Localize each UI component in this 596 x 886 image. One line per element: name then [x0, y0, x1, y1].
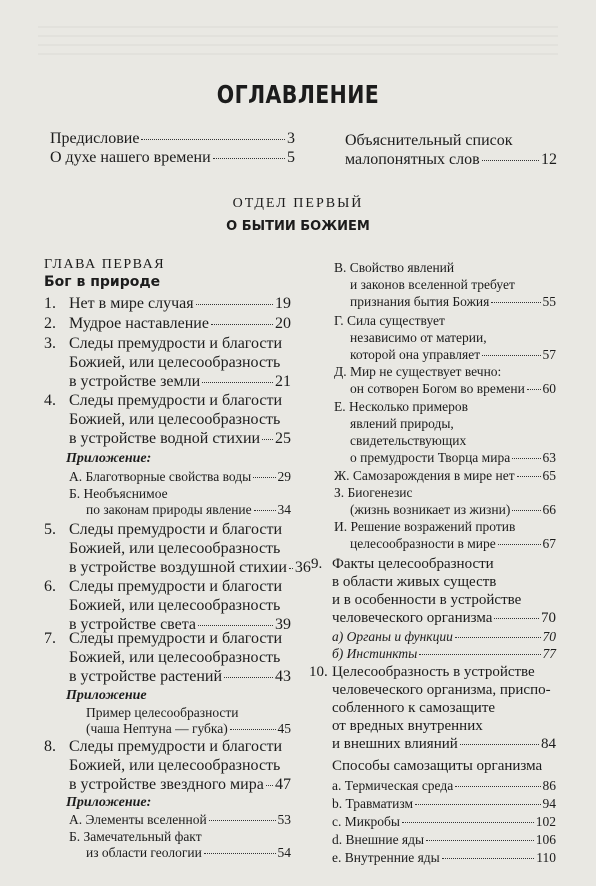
toc-entry-glossary[interactable]: малопонятных слов 12 [345, 151, 557, 168]
toc-line: явлений природы, [350, 416, 454, 431]
chapter-head: ГЛАВА ПЕРВАЯ [44, 257, 166, 272]
chapter-title: Бог в природе [44, 274, 161, 290]
toc-entry-defense-e[interactable]: e. Внутренние яды 110 [332, 850, 556, 865]
toc-line: 10. Целесообразность в устройстве [309, 664, 535, 680]
toc-entry-defense-b[interactable]: b. Травматизм 94 [332, 796, 556, 811]
bleed-through [38, 26, 558, 60]
section-head: ОТДЕЛ ПЕРВЫЙ [232, 196, 364, 211]
toc-line: собленного к самозащите [332, 700, 496, 716]
toc-line: от вредных внутренних [332, 718, 483, 734]
toc-line: Е. Несколько примеров [334, 399, 469, 414]
appendix-head: Приложение: [66, 451, 152, 466]
toc-entry-7[interactable]: в устройстве растений 43 [69, 668, 291, 685]
toc-line: Божией, или целесообразность [69, 354, 281, 371]
toc-entry-preface[interactable]: Предисловие 3 [50, 130, 295, 147]
toc-entry-defense-d[interactable]: d. Внешние яды 106 [332, 832, 556, 847]
toc-line: Божией, или целесообразность [69, 757, 281, 774]
toc-entry-g[interactable]: которой она управляет 57 [350, 347, 556, 362]
toc-entry-10[interactable]: и внешних влияний 84 [332, 736, 556, 752]
section-title: О БЫТИИ БОЖИЕМ [226, 219, 370, 234]
toc-entry-zh[interactable]: Ж. Самозарождения в мире нет 65 [334, 468, 556, 483]
toc-line: 6. Следы премудрости и благости [44, 578, 283, 595]
toc-line: в области живых существ [332, 574, 497, 590]
toc-line: Божией, или целесообразность [69, 411, 281, 428]
toc-entry-e[interactable]: о премудрости Творца мира 63 [350, 450, 556, 465]
toc-entry-8[interactable]: в устройстве звездного мира 47 [69, 776, 291, 793]
toc-line: 4. Следы премудрости и благости [44, 392, 283, 409]
toc-entry-z[interactable]: (жизнь возникает из жизни) 66 [350, 502, 556, 517]
toc-line: и в особенности в устройстве [332, 592, 522, 608]
toc-entry-1[interactable]: 1. Нет в мире случая 19 [44, 295, 291, 312]
toc-line: З. Биогенезис [334, 485, 413, 500]
toc-line: Божией, или целесообразность [69, 597, 281, 614]
toc-line: И. Решение возражений против [334, 519, 516, 534]
toc-line: Объяснительный список [345, 132, 513, 149]
toc-entry-spirit[interactable]: О духе нашего времени 5 [50, 149, 295, 166]
toc-entry-6[interactable]: в устройстве света 39 [69, 616, 291, 633]
toc-line: Д. Мир не существует вечно: [334, 364, 502, 379]
toc-line: 7. Следы премудрости и благости [44, 630, 283, 647]
toc-line: и законов вселенной требует [350, 277, 515, 292]
toc-line: 8. Следы премудрости и благости [44, 738, 283, 755]
toc-line: свидетельствующих [350, 433, 467, 448]
toc-line: Г. Сила существует [334, 313, 445, 328]
appendix-head: Приложение [66, 688, 147, 703]
toc-line: независимо от материи, [350, 330, 487, 345]
toc-line: Божией, или целесообразность [69, 649, 281, 666]
toc-entry-8b[interactable]: из области геологии 54 [86, 845, 291, 860]
toc-entry-5[interactable]: в устройстве воздушной стихии 36 [69, 559, 311, 576]
toc-entry-4a[interactable]: А. Благотворные свойства воды 29 [69, 469, 291, 484]
toc-entry-defense-c[interactable]: c. Микробы 102 [332, 814, 556, 829]
toc-line: Б. Замечательный факт [69, 829, 202, 844]
toc-entry-d[interactable]: он сотворен Богом во времени 60 [350, 381, 556, 396]
toc-line: Божией, или целесообразность [69, 540, 281, 557]
toc-line: 5. Следы премудрости и благости [44, 521, 283, 538]
toc-line: человеческого организма, приспо- [332, 682, 551, 698]
toc-entry-4b[interactable]: по законам природы явление 34 [86, 502, 291, 517]
appendix-head: Приложение: [66, 795, 152, 810]
toc-entry-7a[interactable]: (чаша Нептуна — губка) 45 [86, 721, 291, 736]
toc-line: 3. Следы премудрости и благости [44, 335, 283, 352]
toc-entry-8a[interactable]: А. Элементы вселенной 53 [69, 812, 291, 827]
toc-entry-4[interactable]: в устройстве водной стихии 25 [69, 430, 291, 447]
toc-entry-2[interactable]: 2. Мудрое наставление 20 [44, 315, 291, 332]
toc-entry-i[interactable]: целесообразности в мире 67 [350, 536, 556, 551]
toc-line: 9. Факты целесообразности [311, 556, 494, 572]
toc-line: Пример целесообразности [86, 705, 239, 720]
toc-line: Б. Необъяснимое [69, 486, 168, 501]
toc-entry-9a[interactable]: а) Органы и функции 70 [332, 629, 556, 644]
toc-entry-v[interactable]: признания бытия Божия 55 [350, 294, 556, 309]
toc-entry-9[interactable]: человеческого организма 70 [332, 610, 556, 626]
toc-entry-defense-a[interactable]: a. Термическая среда 86 [332, 778, 556, 793]
toc-line: В. Свойство явлений [334, 260, 455, 275]
page-title: ОГЛАВЛЕНИЕ [216, 80, 380, 109]
toc-entry-3[interactable]: в устройстве земли 21 [69, 373, 291, 390]
toc-entry-9b[interactable]: б) Инстинкты 77 [332, 646, 556, 661]
defense-head: Способы самозащиты организма [332, 758, 543, 774]
